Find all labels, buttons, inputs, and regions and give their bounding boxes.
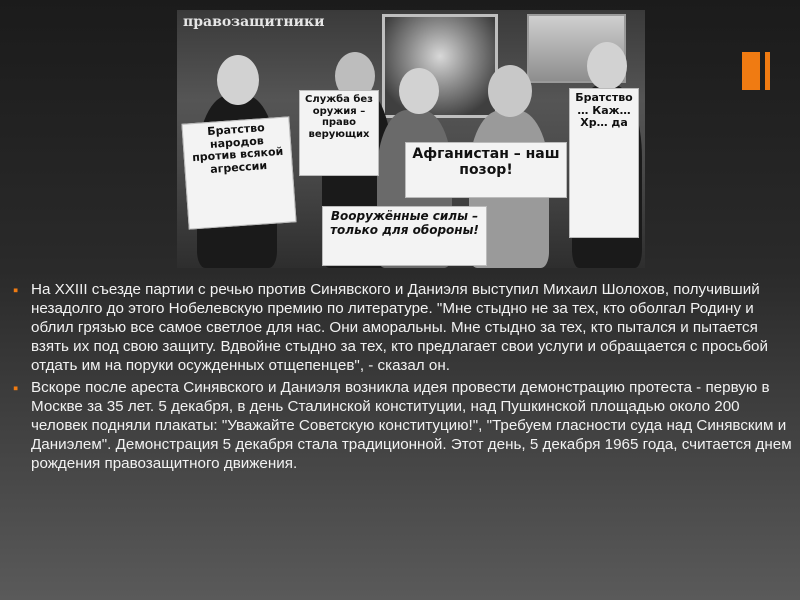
bullet-text-1: На XXIII съезде партии с речью против Синявского и Даниэля выступил Михаил Шолохов, получивший незадолго до этого Нобелевскую премию по литературе. "Мне стыдно не за тех, кто оболгал Родину и облил грязью все самое светлое для нас. Они аморальны. Мне стыдно за тех, кто пытался и пытается взять их под свою защиту. Вдвойне стыдно за тех, кто предлагает свои услуги и обращается с просьбой отдать им на поруки осужденных отщепенцев", - сказал он. [31,281,768,374]
person-3-head [399,68,439,114]
protest-sign-1: Братство народов против всякой агрессии [181,116,296,229]
bullet-list [13,280,793,476]
bullet-item-2 [13,378,793,473]
bullet-text-2: Вскоре после ареста Синявского и Даниэля возникла идея провести демонстрацию протеста - первую в Москве за 35 лет. 5 декабря, в день Сталинской конституции, над Пушкинской площадью около 200 человек подняли плакаты: "Уважайте Советскую конституцию!", "Требуем гласности суда над Синявским и Даниэлем". Демонстрация 5 декабря стала традиционной. Этот день, 5 декабря 1965 года, считается днем рождения правозащитного движения. [31,379,792,472]
protest-sign-4: Вооружённые силы – только для обороны! [322,206,487,266]
protest-sign-5: Братство … Каж… Хр… да [569,88,639,238]
person-5-head [587,42,627,90]
religious-icon-picture [382,14,498,118]
person-1-head [217,55,259,105]
protest-sign-3: Афганистан – наш позор! [405,142,567,198]
photo-caption: правозащитники [183,14,325,30]
person-4-head [488,65,532,117]
protest-photo [177,10,645,268]
orange-accent-block [742,52,770,90]
bullet-item-1 [13,280,793,375]
accent-divider-line [760,52,765,90]
square-bullet-icon: ▪ [13,380,19,397]
square-bullet-icon: ▪ [13,282,19,299]
protest-sign-2: Служба без оружия – право верующих [299,90,379,176]
